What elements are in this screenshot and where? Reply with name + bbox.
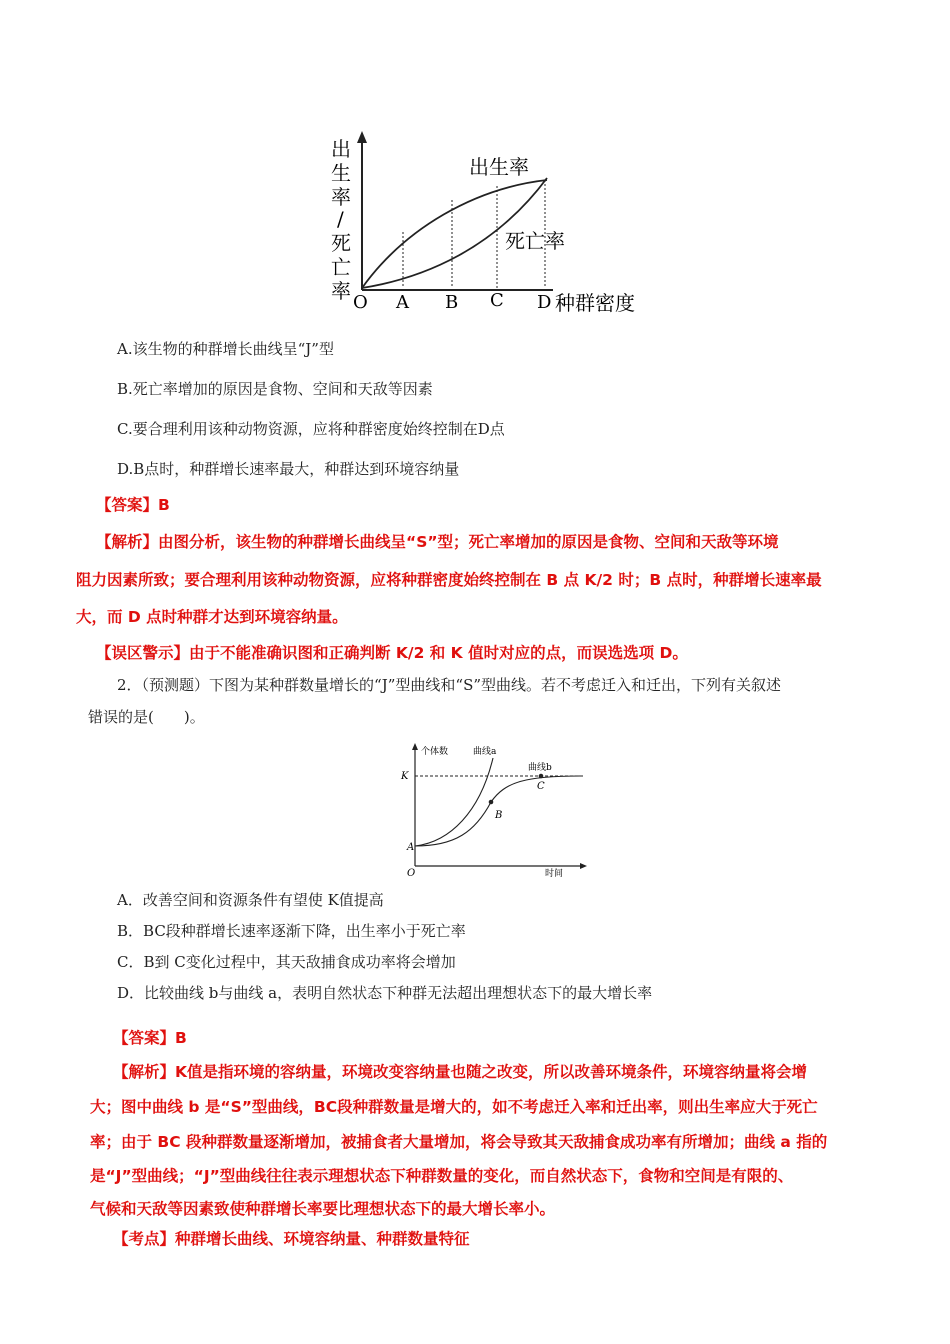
point-tag: 【考点】: [113, 1230, 176, 1248]
q1-analysis-line: 大，而 D 点时种群才达到环境容纳量。: [76, 608, 348, 626]
curve-b-label: 曲线b: [528, 763, 552, 773]
q1-option-a: A.该生物的种群增长曲线呈“J”型: [117, 340, 334, 358]
q2-option-b: B．BC段种群增长速率逐渐下降，出生率小于死亡率: [117, 922, 466, 940]
y-axis-arrow: [357, 131, 367, 143]
answer-tag: 【答案】: [113, 1029, 176, 1047]
analysis-tag: 【解析】: [96, 533, 159, 551]
q2-option-a: A．改善空间和资源条件有望使 K值提高: [117, 891, 384, 909]
c-label: C: [537, 781, 545, 792]
y-label-char: /: [337, 207, 344, 231]
q1-option-d: D.B点时，种群增长速率最大，种群达到环境容纳量: [117, 460, 460, 478]
analysis-tag: 【解析】: [113, 1063, 176, 1081]
y-label-char: 死: [331, 231, 351, 255]
answer-value: B: [158, 496, 170, 514]
y-label-char: 率: [331, 185, 351, 209]
death-rate-label: 死亡率: [505, 229, 565, 253]
b-label: B: [495, 810, 503, 821]
x-tick-b: B: [445, 292, 459, 313]
q2-stem-line: 错误的是( )。: [88, 708, 205, 726]
y-label-char: 率: [331, 279, 351, 303]
x-axis-label: 种群密度: [555, 291, 635, 315]
q1-option-c: C.要合理利用该种动物资源，应将种群密度始终控制在D点: [117, 420, 505, 438]
q1-answer: [96, 493, 170, 515]
analysis-text: 由图分析，该生物的种群增长曲线呈“S”型；死亡率增加的原因是食物、空间和天敌等环境: [158, 533, 779, 551]
warning-tag: 【误区警示】: [96, 644, 190, 662]
q2-analysis-line: 气候和天敌等因素致使种群增长率要比理想状态下的最大增长率小。: [90, 1200, 556, 1218]
q2-option-c: C．B到 C变化过程中，其天敌捕食成功率将会增加: [117, 953, 456, 971]
curve-a: [415, 758, 493, 846]
y-label-char: 亡: [331, 255, 351, 279]
warning-text: 由于不能准确识图和正确判断 K/2 和 K 值时对应的点，而误选选项 D。: [189, 644, 688, 662]
q2-analysis-line: 是“J”型曲线；“J”型曲线往往表示理想状态下种群数量的变化，而自然状态下，食物和空间是有限的、: [90, 1167, 794, 1185]
x-tick-d: D: [537, 292, 552, 313]
analysis-text: K值是指环境的容纳量，环境改变容纳量也随之改变，所以改善环境条件，环境容纳量将会增: [175, 1063, 808, 1081]
q1-option-b: B.死亡率增加的原因是食物、空间和天敌等因素: [117, 380, 433, 398]
q1-warning: [96, 641, 688, 663]
x-axis-arrow: [580, 863, 587, 869]
answer-value: B: [175, 1029, 187, 1047]
x-axis-label: 时间: [545, 869, 564, 879]
q2-analysis-line: 大；图中曲线 b 是“S”型曲线，BC段种群数量是增大的，如不考虑迁入率和迁出率，则出生率应大于死亡: [90, 1098, 818, 1116]
curve-a-label: 曲线a: [473, 747, 497, 757]
origin-label: O: [353, 292, 368, 313]
y-label-char: 出: [331, 137, 351, 161]
q2-stem-line: 2．（预测题）下图为某种群数量增长的“J”型曲线和“S”型曲线。若不考虑迁入和迁出，下列有关叙述: [117, 676, 782, 694]
point-text: 种群增长曲线、环境容纳量、种群数量特征: [175, 1230, 470, 1248]
birth-rate-label: 出生率: [469, 155, 529, 179]
q1-analysis-line: 阻力因素所致；要合理利用该种动物资源，应将种群密度始终控制在 B 点 K/2 时；B 点时，种群增长速率最: [76, 571, 822, 589]
q2-analysis-line: 率；由于 BC 段种群数量逐渐增加，被捕食者大量增加，将会导致其天敌捕食成功率有所增加；曲线 a 指的: [90, 1133, 828, 1151]
point-c: [539, 774, 544, 779]
a-label: A: [407, 842, 415, 853]
y-axis-arrow: [412, 743, 418, 750]
q2-answer: [113, 1026, 187, 1048]
q2-key-point: [113, 1227, 470, 1249]
q1-analysis-line: [96, 530, 779, 552]
k-label: K: [401, 771, 409, 782]
x-tick-c: C: [490, 290, 504, 311]
point-b: [489, 800, 494, 805]
y-axis-label: 个体数: [421, 747, 449, 757]
q2-option-d: D．比较曲线 b与曲线 a，表明自然状态下种群无法超出理想状态下的最大增长率: [117, 984, 653, 1002]
population-growth-figure: [395, 742, 595, 882]
y-label-char: 生: [331, 161, 351, 185]
origin-label: O: [407, 868, 416, 879]
x-tick-a: A: [396, 292, 409, 313]
answer-tag: 【答案】: [96, 496, 159, 514]
birth-death-rate-figure: [325, 128, 655, 318]
q2-analysis-line: [113, 1060, 807, 1082]
